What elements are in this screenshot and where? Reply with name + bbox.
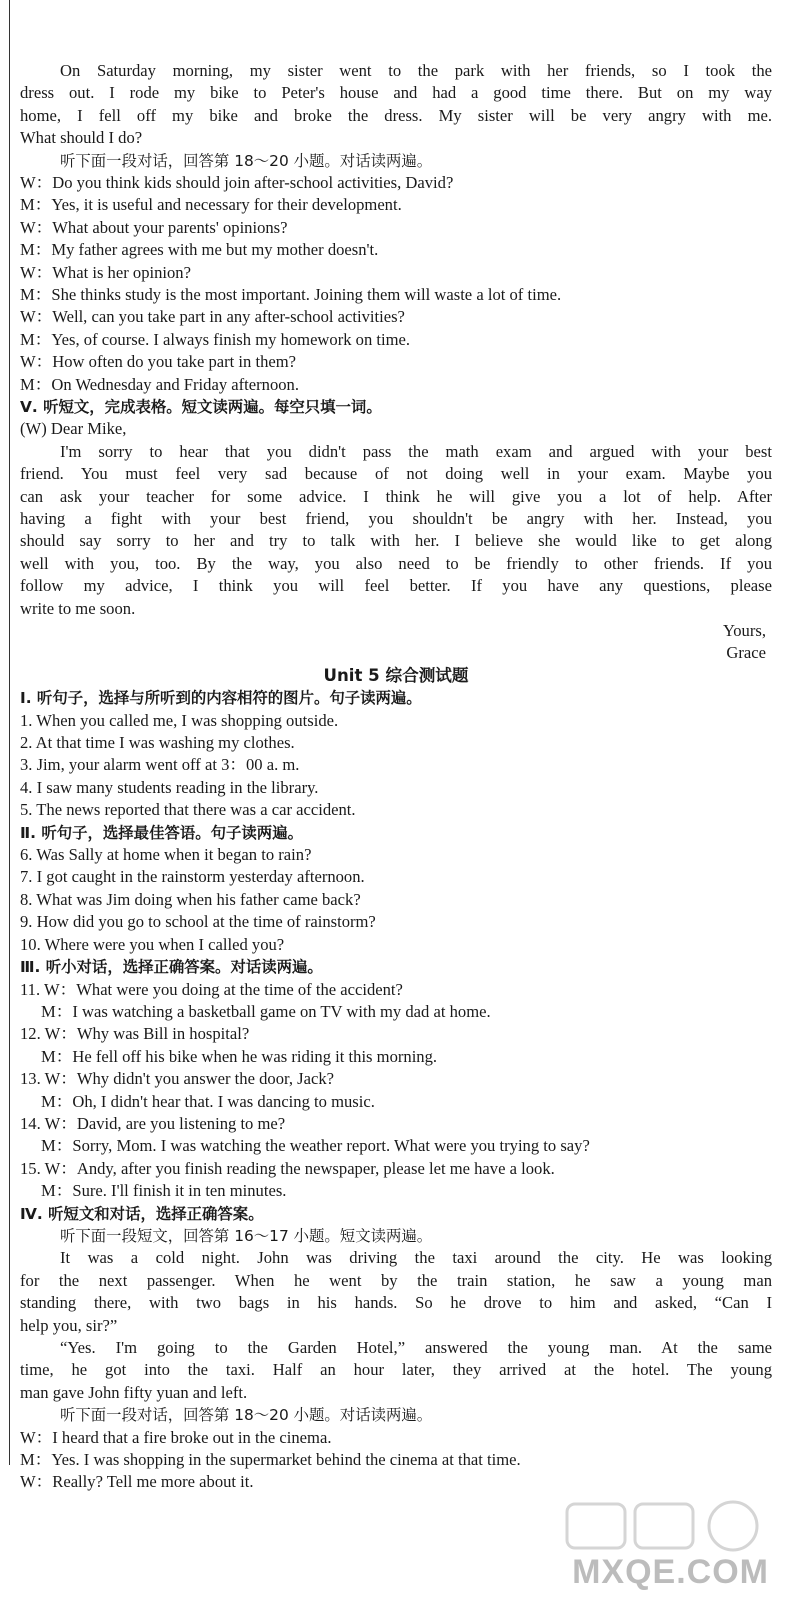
text-line: It was a cold night. John was driving the taxi around the city. He was looking (60, 1248, 772, 1268)
text-line: friend. You must feel very sad because of not doing well in your exam. Maybe you (20, 464, 772, 484)
text-line: W：I heard that a fire broke out in the cinema. (20, 1427, 332, 1447)
text-line: time, he got into the taxi. Half an hour later, they arrived at the hotel. The young (20, 1360, 772, 1380)
text-line: Ⅰ. 听句子，选择与所听到的内容相符的图片。句子读两遍。 (20, 689, 422, 708)
text-line: 听下面一段对话，回答第 18～20 小题。对话读两遍。 (60, 151, 433, 170)
text-line: write to me soon. (20, 598, 136, 618)
text-line: M：Yes. I was shopping in the supermarket behind the cinema at that time. (20, 1449, 521, 1469)
text-line: home, I fell off my bike and broke the dress. My sister will be very angry with me. (20, 105, 772, 125)
text-line: M：Yes, it is useful and necessary for their development. (20, 195, 402, 215)
text-line: (W) Dear Mike, (20, 419, 127, 439)
text-line: 听下面一段短文，回答第 16～17 小题。短文读两遍。 (60, 1226, 433, 1245)
document-body (20, 60, 772, 1494)
text-line: having a fight with your best friend, you shouldn't be angry with her. Instead, you (20, 509, 772, 529)
text-line: 7. I got caught in the rainstorm yesterday afternoon. (20, 867, 365, 887)
text-line: W：Well, can you take part in any after-school activities? (20, 307, 405, 327)
text-line: M：On Wednesday and Friday afternoon. (20, 374, 300, 394)
text-line: W：What about your parents' opinions? (20, 217, 288, 237)
text-line: M：My father agrees with me but my mother doesn't. (20, 240, 379, 260)
text-line: 10. Where were you when I called you? (20, 934, 285, 954)
text-line: Ⅲ. 听小对话，选择正确答案。对话读两遍。 (20, 958, 323, 977)
text-line: well with you, too. By the way, you also need to be friendly to other friends. If you (20, 553, 772, 573)
text-line: W：Do you think kids should join after-school activities, David? (20, 172, 454, 192)
text-line: M：I was watching a basketball game on TV with my dad at home. (41, 1001, 491, 1021)
text-line: On Saturday morning, my sister went to the park with her friends, so I took the (60, 61, 772, 80)
text-line: M：She thinks study is the most important. Joining them will waste a lot of time. (20, 285, 562, 305)
text-line: W：Really? Tell me more about it. (20, 1472, 254, 1492)
text-line: W：What is her opinion? (20, 262, 191, 282)
text-line: M：He fell off his bike when he was riding it this morning. (41, 1046, 438, 1066)
text-line: standing there, with two bags in his hands. So he drove to him and asked, “Can I (20, 1293, 772, 1313)
text-line: dress out. I rode my bike to Peter's house and had a good time there. But on my way (20, 83, 772, 103)
text-line: Ⅴ. 听短文，完成表格。短文读两遍。每空只填一词。 (20, 398, 382, 417)
text-line: M：Sure. I'll finish it in ten minutes. (41, 1181, 287, 1201)
text-line: follow my advice, I think you will feel better. If you have any questions, please (20, 576, 772, 596)
text-line: 3. Jim, your alarm went off at 3：00 a. m. (20, 755, 300, 775)
text-line: 2. At that time I was washing my clothes. (20, 733, 295, 753)
text-line: W：How often do you take part in them? (20, 352, 297, 372)
text-line: Ⅱ. 听句子，选择最佳答语。句子读两遍。 (20, 823, 303, 842)
text-line: Ⅳ. 听短文和对话，选择正确答案。 (20, 1204, 264, 1223)
text-line: for the next passenger. When he went by the train station, he saw a young man (20, 1270, 772, 1290)
text-line: Grace (726, 643, 766, 663)
text-line: 4. I saw many students reading in the library. (20, 777, 319, 797)
text-line: should say sorry to her and try to talk with her. I believe she would like to get along (20, 531, 772, 551)
text-line: M：Sorry, Mom. I was watching the weather report. What were you trying to say? (41, 1136, 590, 1156)
text-line: 6. Was Sally at home when it began to rain? (20, 845, 312, 865)
text-line: 12. W：Why was Bill in hospital? (20, 1024, 250, 1044)
text-line: 9. How did you go to school at the time of rainstorm? (20, 912, 376, 932)
text-line: M：Oh, I didn't hear that. I was dancing to music. (41, 1091, 375, 1111)
text-line: Unit 5 综合测试题 (323, 665, 469, 685)
text-line: 11. W：What were you doing at the time of the accident? (20, 979, 403, 999)
watermark-site-text: MXQE.COM (572, 1553, 769, 1591)
text-line: What should I do? (20, 128, 143, 148)
text-line: 14. W：David, are you listening to me? (20, 1113, 286, 1133)
page-left-border (9, 0, 10, 1465)
text-line: 8. What was Jim doing when his father came back? (20, 889, 361, 909)
text-line: 听下面一段对话，回答第 18～20 小题。对话读两遍。 (60, 1406, 433, 1425)
text-line: help you, sir?” (20, 1315, 118, 1335)
text-line: 15. W：Andy, after you finish reading the newspaper, please let me have a look. (20, 1158, 555, 1178)
text-line: can ask your teacher for some advice. I think he will give you a lot of help. After (20, 486, 772, 506)
text-line: man gave John fifty yuan and left. (20, 1382, 248, 1402)
text-line: I'm sorry to hear that you didn't pass the math exam and argued with your best (60, 441, 772, 461)
text-line: “Yes. I'm going to the Garden Hotel,” answered the young man. At the same (60, 1337, 772, 1357)
text-line: 5. The news reported that there was a car accident. (20, 800, 356, 820)
text-line: 13. W：Why didn't you answer the door, Jack? (20, 1069, 335, 1089)
text-line: M：Yes, of course. I always finish my homework on time. (20, 329, 411, 349)
text-line: 1. When you called me, I was shopping outside. (20, 710, 339, 730)
text-line: Yours, (722, 621, 766, 640)
